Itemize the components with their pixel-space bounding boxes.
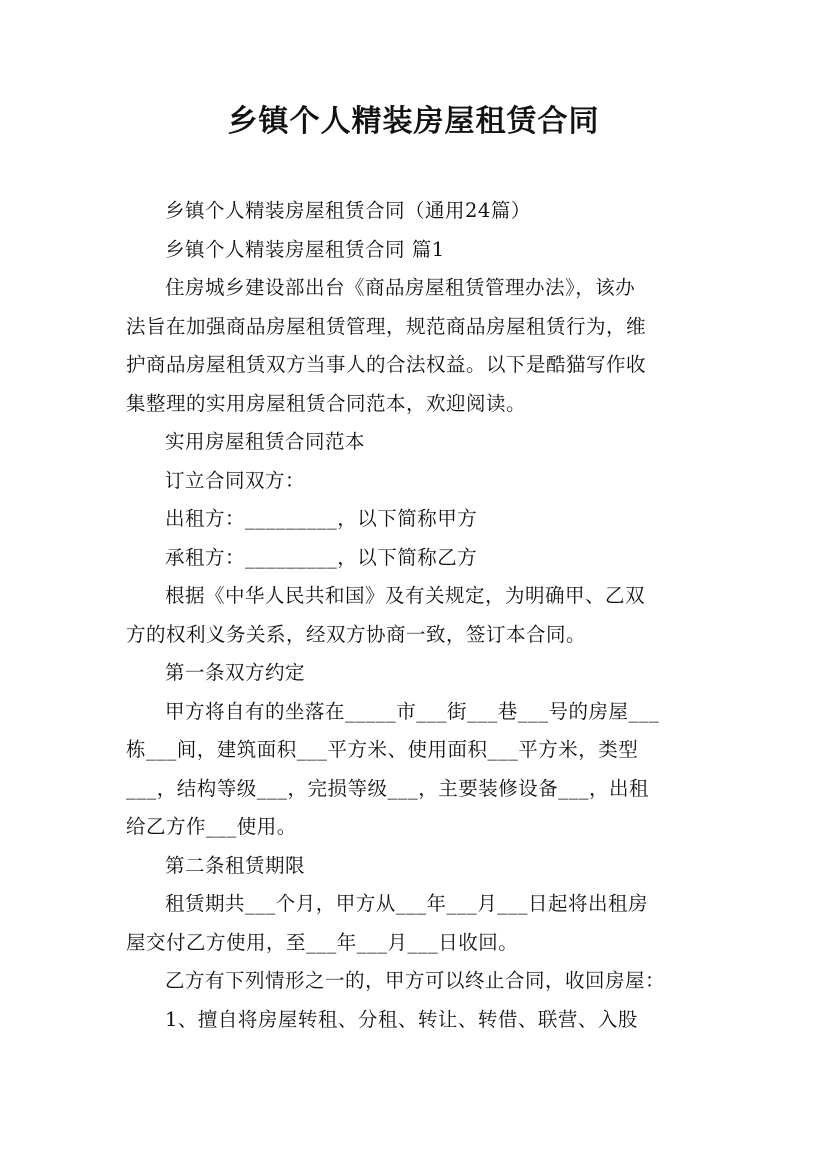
paragraph-line: 栋___间，建筑面积___平方米、使用面积___平方米，类型 — [126, 738, 639, 761]
section-heading: 乡镇个人精装房屋租赁合同 篇1 — [165, 237, 445, 261]
article-2-paragraph — [126, 885, 702, 962]
paragraph-line: 护商品房屋租赁双方当事人的合法权益。以下是酷猫写作收 — [126, 353, 647, 376]
parties-heading: 订立合同双方： — [165, 468, 306, 492]
lessee-line: 承租方：_________，以下简称乙方 — [165, 545, 478, 569]
paragraph-line: 集整理的实用房屋租赁合同范本，欢迎阅读。 — [126, 391, 527, 415]
subtitle-line: 乡镇个人精装房屋租赁合同（通用24篇） — [165, 199, 531, 222]
lessor-line: 出租方：_________，以下简称甲方 — [165, 507, 478, 530]
document-title: 乡镇个人精装房屋租赁合同 — [227, 104, 600, 139]
paragraph-line: 给乙方作___使用。 — [126, 815, 297, 838]
paragraph-line: 住房城乡建设部出台《商品房屋租赁管理办法》，该办 — [165, 276, 636, 299]
termination-item-1: 1、擅自将房屋转租、分租、转让、转借、联营、入股 — [165, 1007, 638, 1031]
paragraph-line: 屋交付乙方使用，至___年___月___日收回。 — [126, 930, 519, 954]
paragraph-line: ___，结构等级___，完损等级___，主要装修设备___，出租 — [126, 776, 650, 800]
termination-line: 乙方有下列情形之一的，甲方可以终止合同，收回房屋： — [165, 969, 666, 992]
paragraph-line: 甲方将自有的坐落在_____市___街___巷___号的房屋___ — [165, 699, 660, 723]
intro-paragraph — [126, 269, 702, 423]
article-1-heading: 第一条双方约定 — [165, 661, 306, 684]
paragraph-line: 法旨在加强商品房屋租赁管理，规范商品房屋租赁行为，维 — [126, 314, 647, 338]
template-heading: 实用房屋租赁合同范本 — [165, 430, 366, 453]
document-body — [126, 192, 702, 1039]
paragraph-line: 方的权利义务关系，经双方协商一致，签订本合同。 — [126, 622, 587, 646]
basis-paragraph — [126, 577, 702, 654]
paragraph-line: 租赁期共___个月，甲方从___年___月___日起将出租房 — [165, 892, 649, 915]
article-1-paragraph — [126, 693, 702, 847]
article-2-heading: 第二条租赁期限 — [165, 853, 306, 877]
paragraph-line: 根据《中华人民共和国》及有关规定，为明确甲、乙双 — [165, 584, 646, 607]
